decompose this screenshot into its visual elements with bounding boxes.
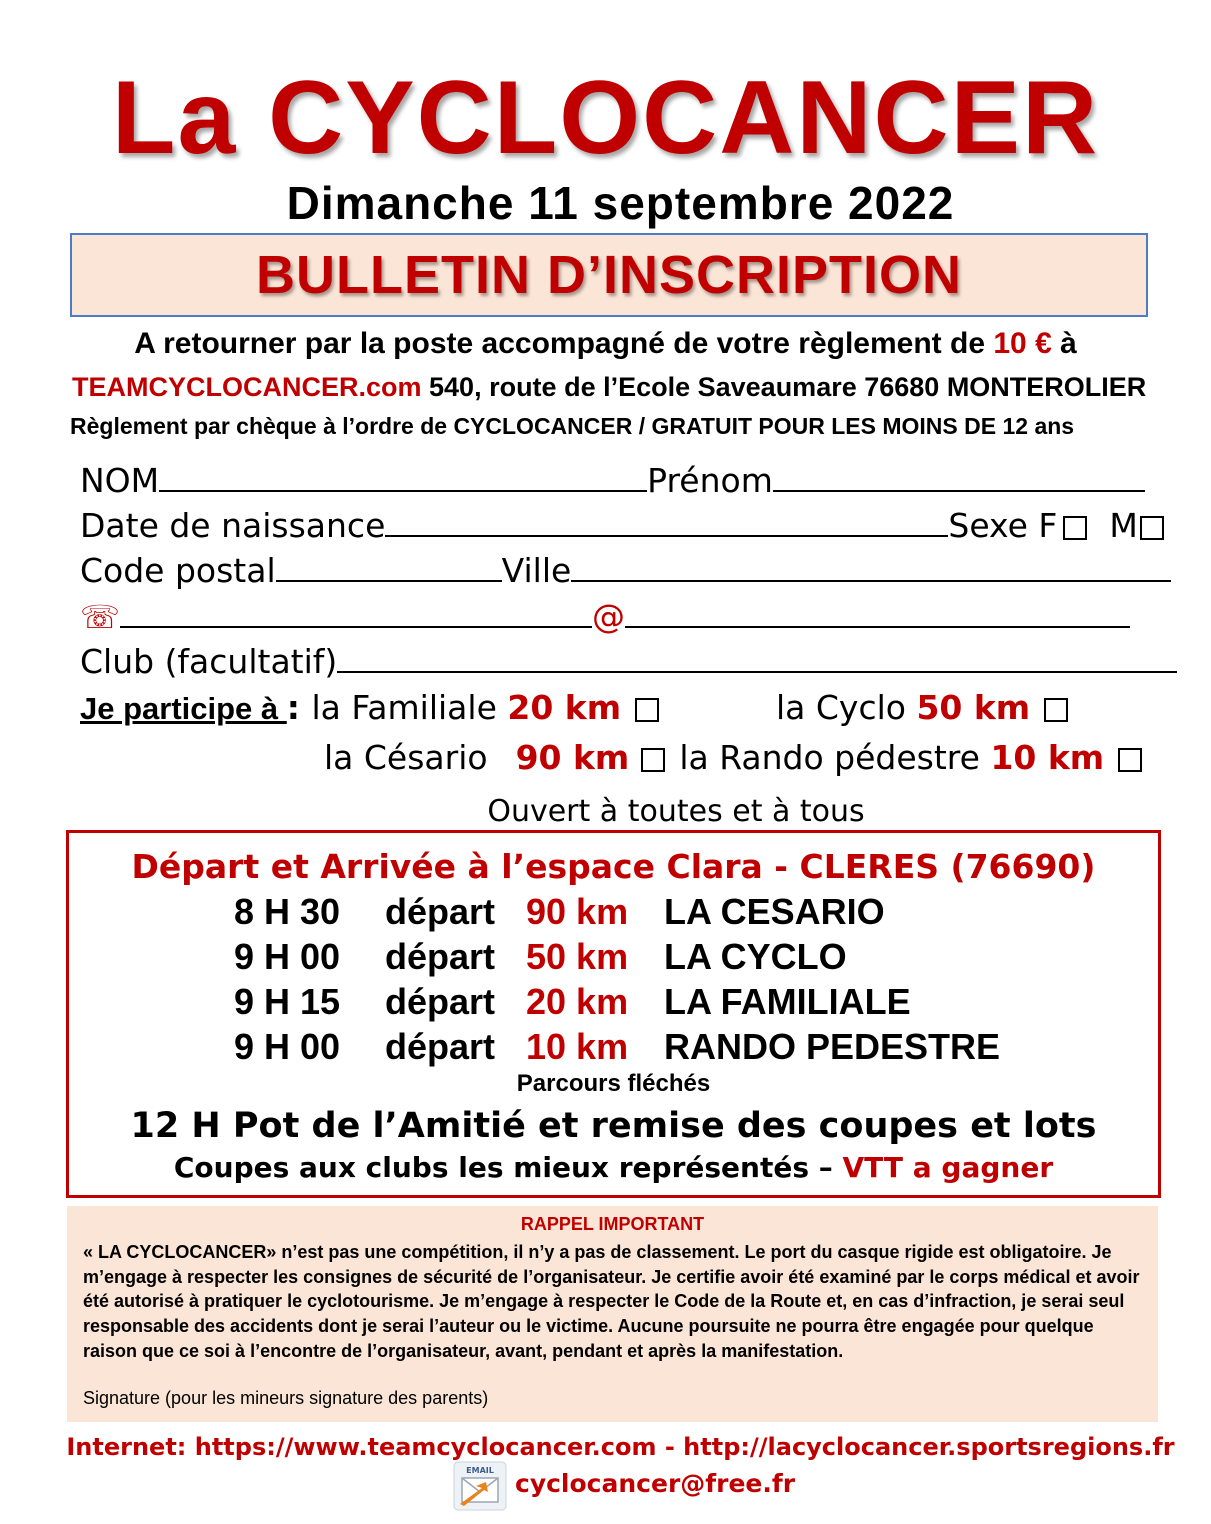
- nom-label: NOM: [80, 461, 160, 500]
- event-date: Dimanche 11 septembre 2022: [286, 177, 955, 229]
- phone-field[interactable]: [120, 596, 592, 628]
- schedule-label: départ: [385, 891, 496, 932]
- ville-label: Ville: [501, 551, 572, 590]
- depart-box: [66, 830, 1161, 1198]
- rappel-title: RAPPEL IMPORTANT: [520, 1214, 705, 1234]
- familiale-checkbox[interactable]: [635, 698, 659, 722]
- prenom-field[interactable]: [773, 460, 1145, 492]
- sexe-label: Sexe F: [948, 506, 1058, 545]
- participe-colon: :: [286, 688, 312, 727]
- pot-text: 12 H Pot de l’Amitié et remise des coupes et lots: [130, 1106, 1097, 1146]
- schedule-name: LA FAMILIALE: [664, 981, 911, 1022]
- nom-field[interactable]: [159, 460, 647, 492]
- at-icon: @: [592, 597, 626, 636]
- payment-info: Règlement par chèque à l’ordre de CYCLOCANCER / GRATUIT POUR LES MOINS DE 12 ans: [70, 413, 1075, 439]
- rando-checkbox[interactable]: [1118, 748, 1142, 772]
- form-row-participation-1: [80, 688, 659, 727]
- code-postal-label: Code postal: [80, 551, 276, 590]
- cyclo-km: 50 km: [916, 688, 1031, 727]
- rappel-box: [67, 1206, 1158, 1422]
- form-row-birth: [80, 505, 1164, 545]
- cyclo-label: la Cyclo: [776, 688, 917, 727]
- form-row-city: [80, 550, 1171, 590]
- code-postal-field[interactable]: [276, 550, 502, 582]
- price: 10 €: [993, 327, 1052, 360]
- cyclo-checkbox[interactable]: [1044, 698, 1068, 722]
- coupes-text: Coupes aux clubs les mieux représentés –: [173, 1151, 843, 1184]
- cesario-label: la Césario: [324, 738, 488, 777]
- schedule-time: 9 H 00: [234, 1026, 341, 1067]
- email-address[interactable]: cyclocancer@free.fr: [515, 1469, 796, 1498]
- schedule-label: départ: [385, 981, 496, 1022]
- schedule-time: 9 H 00: [234, 936, 341, 977]
- schedule-time: 8 H 30: [234, 891, 341, 932]
- rappel-text: « LA CYCLOCANCER» n’est pas une compétition, il n’y a pas de classement. Le port du casque rigide est obligatoire. Je m’engage à respecter les consignes de sécurité de l’organisateur. Je certifie avoir été examiné par le corps médical et avoir été autorisé à pratiquer le cyclotourisme. Je m’engage à respecter le Code de la Route et, en cas d’infraction, je serai seul responsable des accidents dont je serai l’auteur ou le victime. Aucune poursuite ne pourra être engagée pour quelque raison que ce soi à l’encontre de l’organisateur, avant, pendant et après la manifestation.: [83, 1242, 1140, 1361]
- schedule-name: LA CESARIO: [664, 891, 885, 932]
- familiale-label: la Familiale: [311, 688, 508, 727]
- email-field[interactable]: [625, 596, 1130, 628]
- sexe-m-label: M: [1109, 506, 1138, 545]
- cesario-km: 90 km: [515, 738, 630, 777]
- sexe-f-checkbox[interactable]: [1063, 516, 1087, 540]
- schedule-km: 90 km: [526, 891, 629, 932]
- bulletin-title: BULLETIN D’INSCRIPTION: [256, 245, 962, 305]
- signature-label: Signature (pour les mineurs signature des parents): [83, 1388, 489, 1408]
- schedule-time: 9 H 15: [234, 981, 341, 1022]
- schedule-name: RANDO PEDESTRE: [664, 1026, 1001, 1067]
- familiale-km: 20 km: [507, 688, 622, 727]
- form-row-contact: [80, 596, 1130, 636]
- rando-label: la Rando pédestre: [679, 738, 991, 777]
- form-row-participation-2: [324, 738, 1142, 777]
- form-row-name: [80, 460, 1145, 500]
- internet-links[interactable]: Internet: https://www.teamcyclocancer.com - http://lacyclocancer.sportsregions.fr: [66, 1433, 1175, 1461]
- site-name: TEAMCYCLOCANCER.com: [72, 372, 422, 402]
- naissance-label: Date de naissance: [80, 506, 386, 545]
- schedule-km: 50 km: [526, 936, 629, 977]
- schedule-km: 20 km: [526, 981, 629, 1022]
- schedule-km: 10 km: [526, 1026, 629, 1067]
- return-instructions: [0, 327, 1211, 361]
- club-label: Club (facultatif): [80, 642, 338, 681]
- return-text: A retourner par la poste accompagné de votre règlement de: [134, 327, 994, 360]
- sexe-m-checkbox[interactable]: [1140, 516, 1164, 540]
- form-row-club: [80, 641, 1177, 681]
- email-icon: [452, 1460, 508, 1512]
- email-icon-label: EMAIL: [466, 1466, 494, 1475]
- schedule-label: départ: [385, 936, 496, 977]
- cesario-checkbox[interactable]: [641, 748, 665, 772]
- prenom-label: Prénom: [647, 461, 773, 500]
- postal-address: [72, 372, 1146, 403]
- ouvert-text: Ouvert à toutes et à tous: [487, 794, 865, 829]
- page-title: La CYCLOCANCER: [111, 60, 1100, 176]
- parcours-text: Parcours fléchés: [516, 1070, 711, 1097]
- rando-km: 10 km: [990, 738, 1105, 777]
- form-row-cyclo: [776, 688, 1068, 727]
- depart-title: Départ et Arrivée à l’espace Clara - CLERES (76690): [131, 847, 1096, 886]
- schedule-label: départ: [385, 1026, 496, 1067]
- coupes-line: [69, 1151, 1158, 1184]
- club-field[interactable]: [337, 641, 1177, 673]
- participe-label: Je participe à: [80, 691, 287, 726]
- schedule-name: LA CYCLO: [664, 936, 847, 977]
- naissance-field[interactable]: [385, 505, 948, 537]
- phone-icon: ☏: [80, 598, 121, 636]
- ville-field[interactable]: [571, 550, 1171, 582]
- vtt-text: VTT a gagner: [842, 1151, 1054, 1184]
- address: 540, route de l’Ecole Saveaumare 76680 MONTEROLIER: [421, 372, 1147, 402]
- return-text-end: à: [1051, 327, 1077, 360]
